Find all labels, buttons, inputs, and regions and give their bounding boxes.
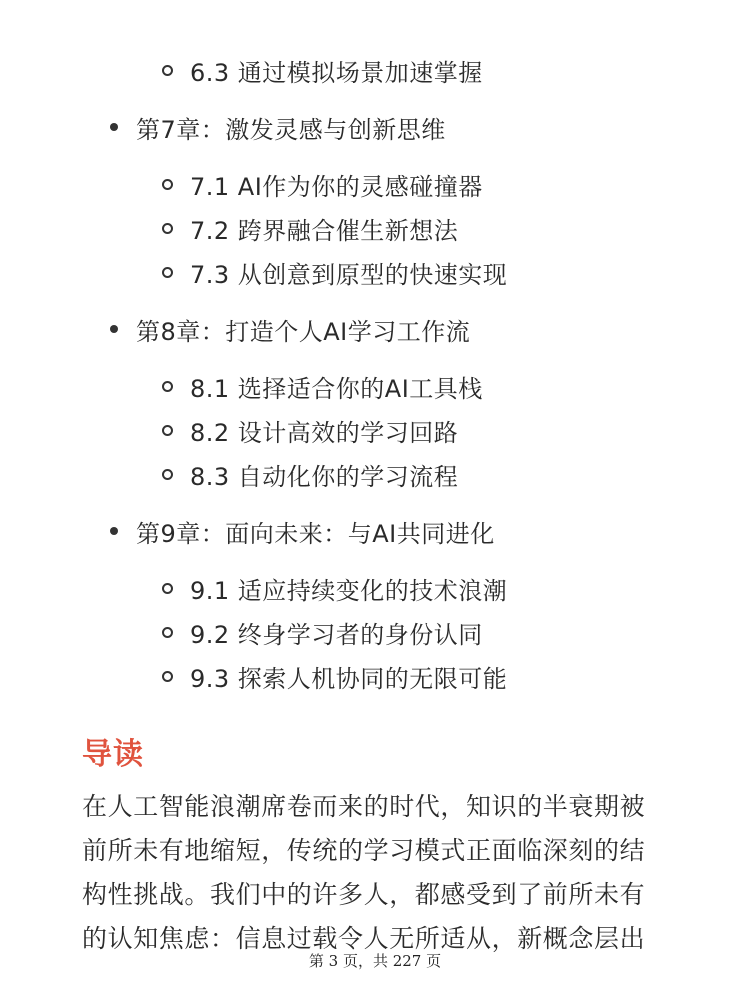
section-heading: 导读 xyxy=(82,737,144,772)
toc-chapter-title: 第9章：面向未来：与AI共同进化 xyxy=(136,519,495,548)
toc-chapter-title: 第7章：激发灵感与创新思维 xyxy=(136,115,446,144)
circle-bullet-icon xyxy=(162,223,173,234)
disc-bullet-icon xyxy=(110,527,118,535)
toc-section-item[interactable] xyxy=(162,656,507,696)
toc-chapter-item[interactable] xyxy=(110,309,470,349)
toc-section-item[interactable] xyxy=(162,612,483,652)
toc-chapter-title: 第8章：打造个人AI学习工作流 xyxy=(136,317,471,346)
toc-section-item[interactable] xyxy=(162,164,483,204)
paragraph-line: 前所未有地缩短，传统的学习模式正面临深刻的结 xyxy=(82,836,646,865)
disc-bullet-icon xyxy=(110,325,118,333)
toc-section-label: 9.1 适应持续变化的技术浪潮 xyxy=(190,576,508,605)
toc-section-label: 7.2 跨界融合催生新想法 xyxy=(190,216,459,245)
toc-section-label: 9.2 终身学习者的身份认同 xyxy=(190,620,483,649)
toc-section-item[interactable] xyxy=(162,208,458,248)
toc-section-item[interactable] xyxy=(162,454,458,494)
toc-section-item[interactable] xyxy=(162,50,483,90)
toc-section-label: 7.1 AI作为你的灵感碰撞器 xyxy=(190,172,483,201)
circle-bullet-icon xyxy=(162,179,173,190)
paragraph-line: 构性挑战。我们中的许多人，都感受到了前所未有 xyxy=(82,880,646,909)
toc-section-label: 8.1 选择适合你的AI工具栈 xyxy=(190,374,483,403)
circle-bullet-icon xyxy=(162,671,173,682)
circle-bullet-icon xyxy=(162,627,173,638)
toc-section-item[interactable] xyxy=(162,568,507,608)
toc-chapter-item[interactable] xyxy=(110,107,446,147)
toc-section-item[interactable] xyxy=(162,252,507,292)
toc-section-label: 6.3 通过模拟场景加速掌握 xyxy=(190,58,483,87)
paragraph-line: 的认知焦虑：信息过载令人无所适从，新概念层出 xyxy=(82,924,646,953)
toc-section-label: 9.3 探索人机协同的无限可能 xyxy=(190,664,508,693)
circle-bullet-icon xyxy=(162,425,173,436)
toc-chapter-item[interactable] xyxy=(110,511,495,551)
toc-section-label: 7.3 从创意到原型的快速实现 xyxy=(190,260,508,289)
circle-bullet-icon xyxy=(162,583,173,594)
circle-bullet-icon xyxy=(162,469,173,480)
circle-bullet-icon xyxy=(162,267,173,278)
toc-section-item[interactable] xyxy=(162,410,458,450)
page-number-footer: 第 3 页，共 227 页 xyxy=(308,952,442,970)
disc-bullet-icon xyxy=(110,123,118,131)
paragraph-line: 在人工智能浪潮席卷而来的时代，知识的半衰期被 xyxy=(82,792,646,821)
toc-section-item[interactable] xyxy=(162,366,483,406)
toc-section-label: 8.3 自动化你的学习流程 xyxy=(190,462,459,491)
circle-bullet-icon xyxy=(162,65,173,76)
circle-bullet-icon xyxy=(162,381,173,392)
toc-section-label: 8.2 设计高效的学习回路 xyxy=(190,418,459,447)
